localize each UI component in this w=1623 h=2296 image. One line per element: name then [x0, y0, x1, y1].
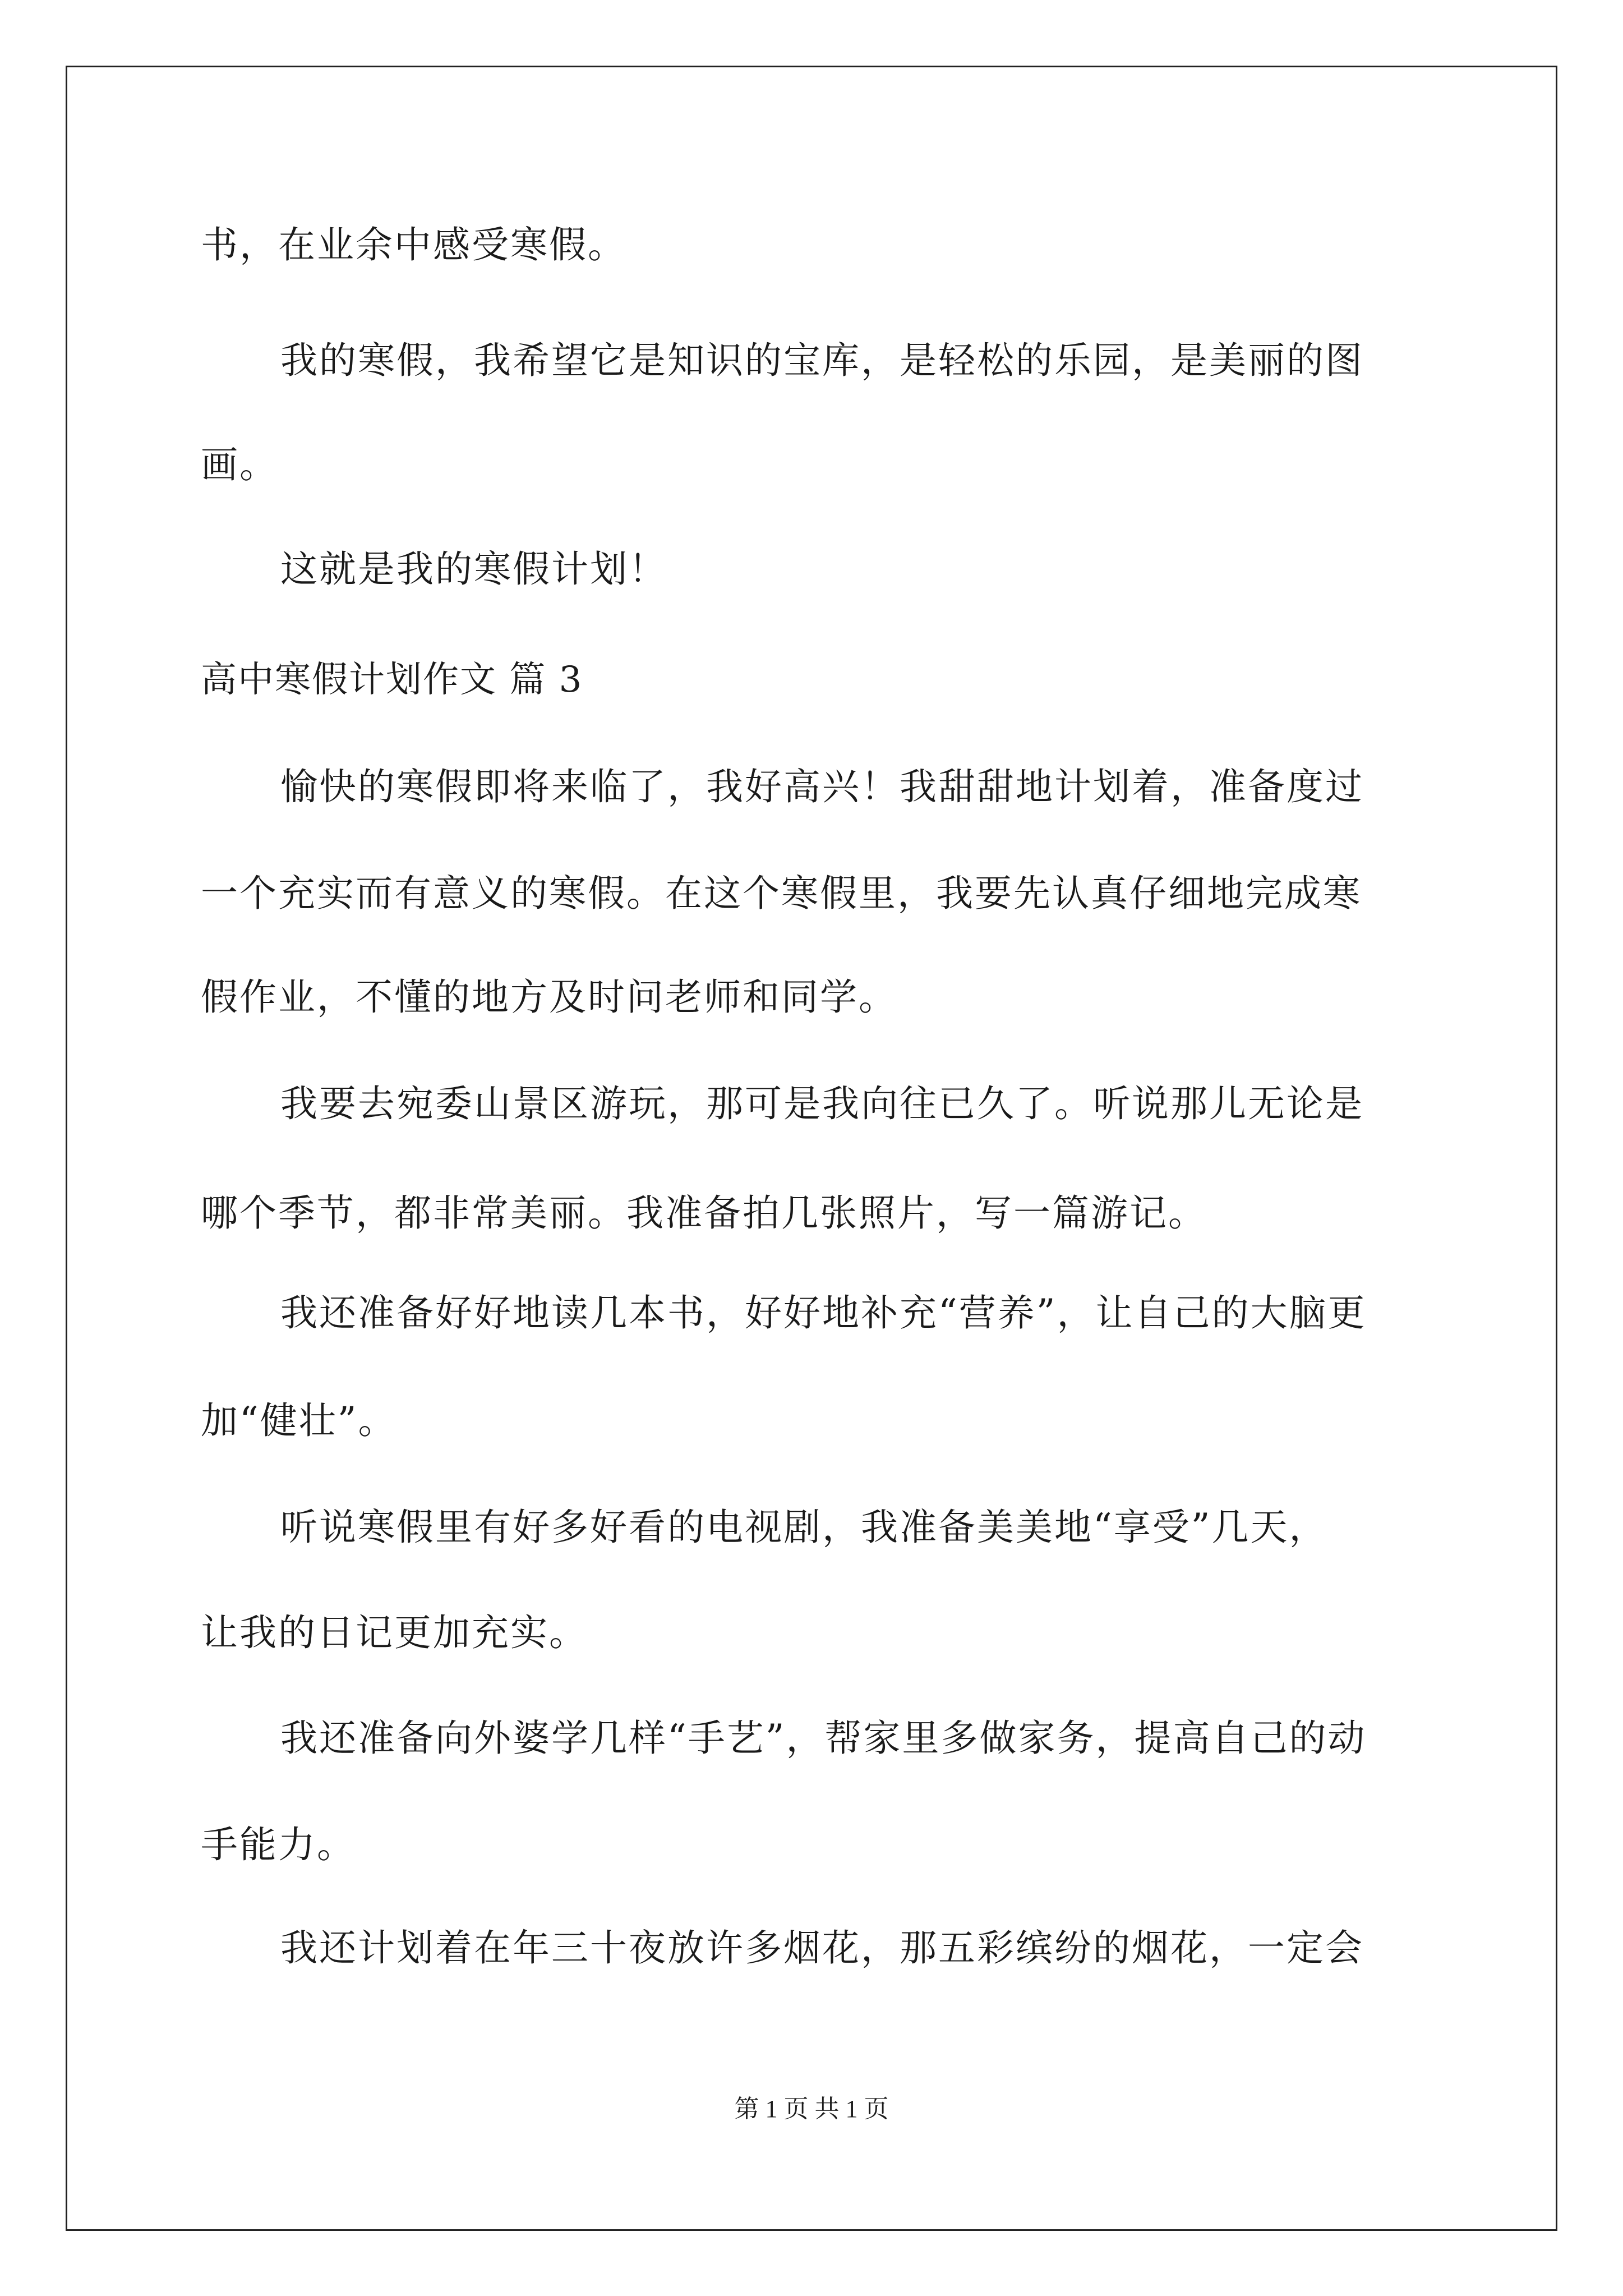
paragraph-line: 让我的日记更加充实。 [201, 1611, 588, 1654]
paragraph-line: 愉快的寒假即将来临了，我好高兴！我甜甜地计划着，准备度过 [280, 765, 1364, 808]
section-heading: 高中寒假计划作文 篇 3 [201, 659, 583, 701]
paragraph-line: 手能力。 [201, 1823, 356, 1866]
paragraph-line: 假作业，不懂的地方及时问老师和同学。 [201, 976, 897, 1019]
paragraph-line: 一个充实而有意义的寒假。在这个寒假里，我要先认真仔细地完成寒 [201, 872, 1362, 915]
paragraph-line: 这就是我的寒假计划！ [280, 547, 667, 591]
paragraph-line: 我还计划着在年三十夜放许多烟花，那五彩缤纷的烟花，一定会 [280, 1926, 1364, 1970]
paragraph-line: 哪个季节，都非常美丽。我准备拍几张照片，写一篇游记。 [201, 1191, 1207, 1235]
page-frame [66, 66, 1557, 2231]
page-number-footer: 第 1 页 共 1 页 [734, 2095, 889, 2123]
paragraph-line: 我还准备向外婆学几样“手艺”，帮家里多做家务，提高自己的动 [280, 1717, 1367, 1760]
paragraph-line: 我的寒假，我希望它是知识的宝库，是轻松的乐园，是美丽的图 [280, 339, 1364, 382]
paragraph-line: 画。 [201, 443, 278, 486]
paragraph-line: 听说寒假里有好多好看的电视剧，我准备美美地“享受”几天， [280, 1506, 1328, 1549]
paragraph-line: 我要去宛委山景区游玩，那可是我向往已久了。听说那儿无论是 [280, 1082, 1364, 1125]
paragraph-line: 加“健壮”。 [201, 1399, 397, 1442]
paragraph-line: 书，在业余中感受寒假。 [201, 223, 626, 266]
paragraph-line: 我还准备好好地读几本书，好好地补充“营养”，让自己的大脑更 [280, 1291, 1367, 1335]
